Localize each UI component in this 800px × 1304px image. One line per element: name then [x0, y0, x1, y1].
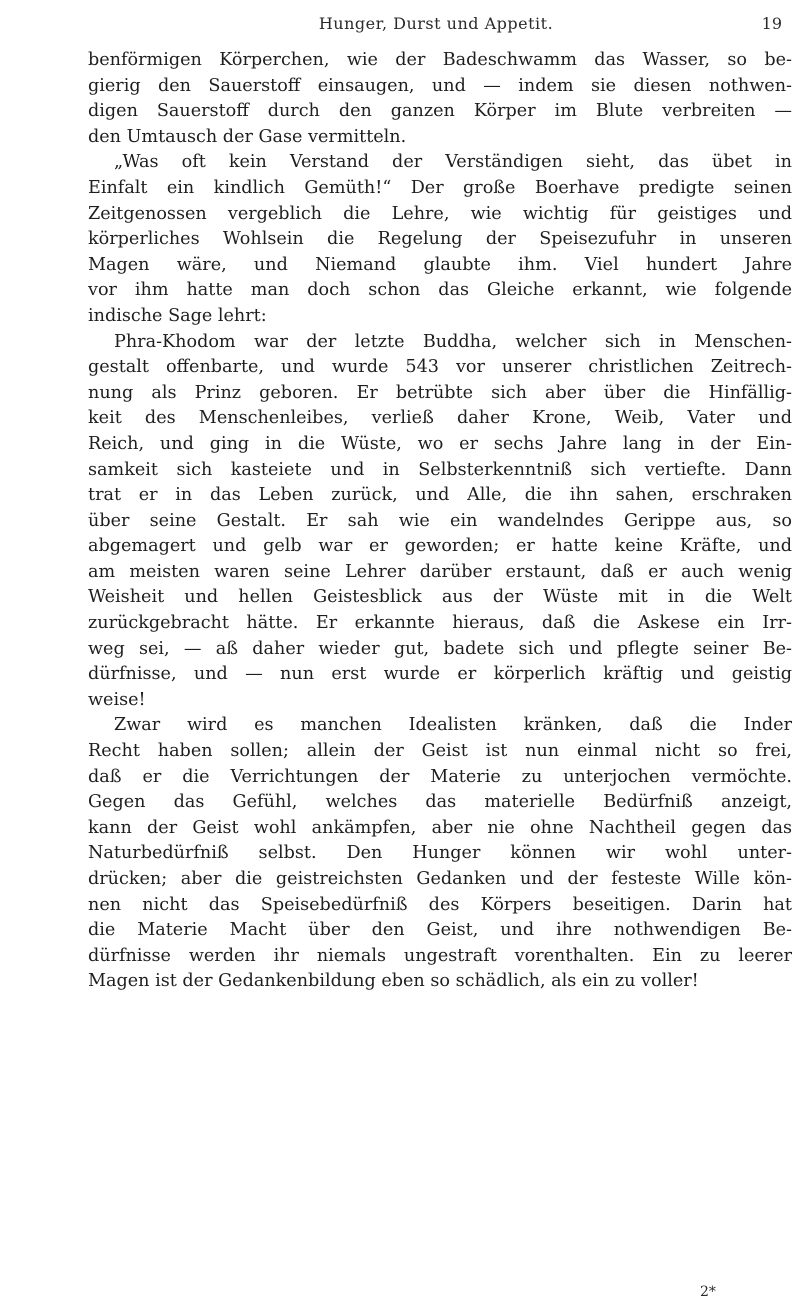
text-line: zurückgebracht hätte. Er erkannte hieraus, daß die Askese ein Irr-: [88, 613, 792, 634]
text-line: vor ihm hatte man doch schon das Gleiche erkannt, wie folgende: [88, 280, 792, 301]
text-line: Naturbedürfniß selbst. Den Hunger können wir wohl unter-: [88, 843, 792, 864]
text-line: dürfnisse werden ihr niemals ungestraft vorenthalten. Ein zu leerer: [88, 945, 792, 966]
text-line: abgemagert und gelb war er geworden; er hatte keine Kräfte, und: [88, 536, 792, 557]
text-line: digen Sauerstoff durch den ganzen Körper im Blute verbreiten —: [88, 101, 792, 122]
text-line: weise!: [88, 689, 146, 710]
text-line: nen nicht das Speisebedürfniß des Körpers beseitigen. Darin hat: [88, 894, 792, 915]
text-line: benförmigen Körperchen, wie der Badeschwamm das Wasser, so be-: [88, 50, 792, 70]
text-line: nung als Prinz geboren. Er betrübte sich aber über die Hinfällig-: [88, 382, 792, 403]
text-line: gierig den Sauerstoff einsaugen, und — indem sie diesen nothwen-: [88, 75, 792, 96]
page-number: 19: [761, 14, 782, 33]
text-line: trat er in das Leben zurück, und Alle, die ihn sahen, erschraken: [88, 485, 792, 506]
text-line: dürfnisse, und — nun erst wurde er körperlich kräftig und geistig: [88, 664, 792, 685]
text-line: weg sei, — aß daher wieder gut, badete sich und pflegte seiner Be-: [88, 638, 792, 659]
text-line: Phra-Khodom war der letzte Buddha, welcher sich in Menschen-: [114, 331, 792, 352]
text-line: Einfalt ein kindlich Gemüth!“ Der große Boerhave predigte seinen: [88, 177, 792, 198]
text-line: indische Sage lehrt:: [88, 305, 267, 326]
text-line: keit des Menschenleibes, verließ daher Krone, Weib, Vater und: [88, 408, 792, 429]
running-title: Hunger, Durst und Appetit.: [318, 14, 554, 33]
text-line: über seine Gestalt. Er sah wie ein wandelndes Gerippe aus, so: [88, 510, 792, 531]
text-line: gestalt offenbarte, und wurde 543 vor unserer christlichen Zeitrech-: [88, 357, 792, 378]
signature-mark: 2*: [700, 1284, 716, 1300]
text-line: Gegen das Gefühl, welches das materielle Bedürfniß anzeigt,: [88, 792, 792, 813]
text-line: die Materie Macht über den Geist, und ihre nothwendigen Be-: [88, 920, 792, 941]
text-line: drücken; aber die geistreichsten Gedanken und der festeste Wille kön-: [88, 869, 792, 889]
text-line: Zeitgenossen vergeblich die Lehre, wie wichtig für geistiges und: [88, 203, 792, 224]
text-line: kann der Geist wohl ankämpfen, aber nie ohne Nachtheil gegen das: [88, 817, 792, 838]
text-line: Magen wäre, und Niemand glaubte ihm. Viel hundert Jahre: [88, 254, 792, 275]
text-line: am meisten waren seine Lehrer darüber erstaunt, daß er auch wenig: [88, 561, 792, 582]
text-line: Magen ist der Gedankenbildung eben so schädlich, als ein zu voller!: [88, 971, 699, 992]
text-line: samkeit sich kasteiete und in Selbsterkenntniß sich vertiefte. Dann: [88, 459, 792, 480]
text-line: Weisheit und hellen Geistesblick aus der Wüste mit in die Welt: [88, 587, 792, 608]
text-line: den Umtausch der Gase vermitteln.: [88, 126, 407, 147]
body-text: [88, 48, 792, 995]
text-line: Zwar wird es manchen Idealisten kränken, daß die Inder: [114, 715, 792, 736]
text-line: Recht haben sollen; allein der Geist ist nun einmal nicht so frei,: [88, 741, 792, 762]
text-line: körperliches Wohlsein die Regelung der Speisezufuhr in unseren: [88, 229, 792, 250]
text-line: Reich, und ging in die Wüste, wo er sechs Jahre lang in der Ein-: [88, 433, 792, 454]
page-header: [80, 14, 792, 40]
text-line: „Was oft kein Verstand der Verständigen sieht, das übet in: [114, 152, 792, 173]
text-line: daß er die Verrichtungen der Materie zu unterjochen vermöchte.: [88, 766, 792, 787]
